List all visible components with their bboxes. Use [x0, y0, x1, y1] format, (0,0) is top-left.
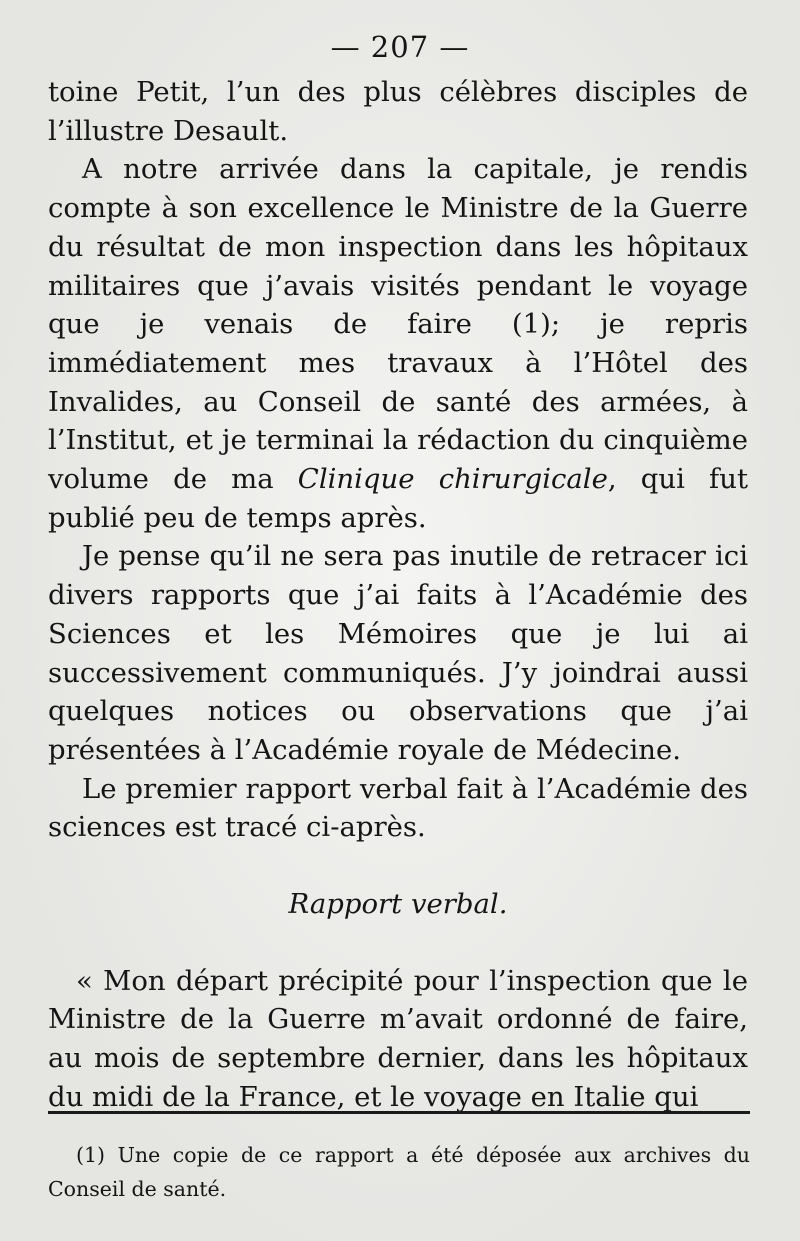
paragraph-continuation: toine Petit, l’un des plus célèbres disciples de l’illustre Desault. — [48, 76, 748, 147]
page-number: — 207 — — [330, 30, 470, 64]
footnote — [48, 1138, 750, 1206]
section-title: Rapport verbal. — [288, 888, 508, 921]
paragraph-arrival-text-b: , qui fut publié peu de temps après. — [48, 463, 748, 534]
paragraph-first-report: Le premier rapport verbal fait à l’Académie des sciences est tracé ci-après. — [48, 772, 748, 844]
paragraph-reports: Je pense qu’il ne sera pas inutile de retracer ici divers rapports que j’ai faits à l’Académie des Sciences et les Mémoires que je lui ai successivement communiqués. J’y joindrai aussi quelques notices ou observations que j’ai présentées à l’Académie royale de Médecine. — [48, 540, 748, 766]
paragraph-arrival-text-a: A notre arrivée dans la capitale, je rendis compte à son excellence le Ministre de la Guerre du résultat de mon inspection dans les hôpitaux militaires que j’avais visités pendant le voyage que je venais de faire (1); je repris immédiatement mes travaux à l’Hôtel des Invalides, au Conseil de santé des armées, à l’Institut, et je terminai la rédaction du cinquième volume de ma — [48, 153, 748, 496]
paragraph-arrival — [48, 150, 748, 537]
footnote-rule — [48, 1111, 750, 1114]
footnote-text: (1) Une copie de ce rapport a été déposée aux archives du Conseil de santé. — [48, 1143, 750, 1201]
main-text — [48, 73, 748, 1117]
paragraph-quote: « Mon départ précipité pour l’inspection que le Ministre de la Guerre m’avait ordonné de faire, au mois de septembre dernier, dans les hôpitaux du midi de la France, et le voyage en Italie qui — [48, 964, 748, 1113]
book-title-italic: Clinique chirurgicale — [297, 463, 608, 496]
